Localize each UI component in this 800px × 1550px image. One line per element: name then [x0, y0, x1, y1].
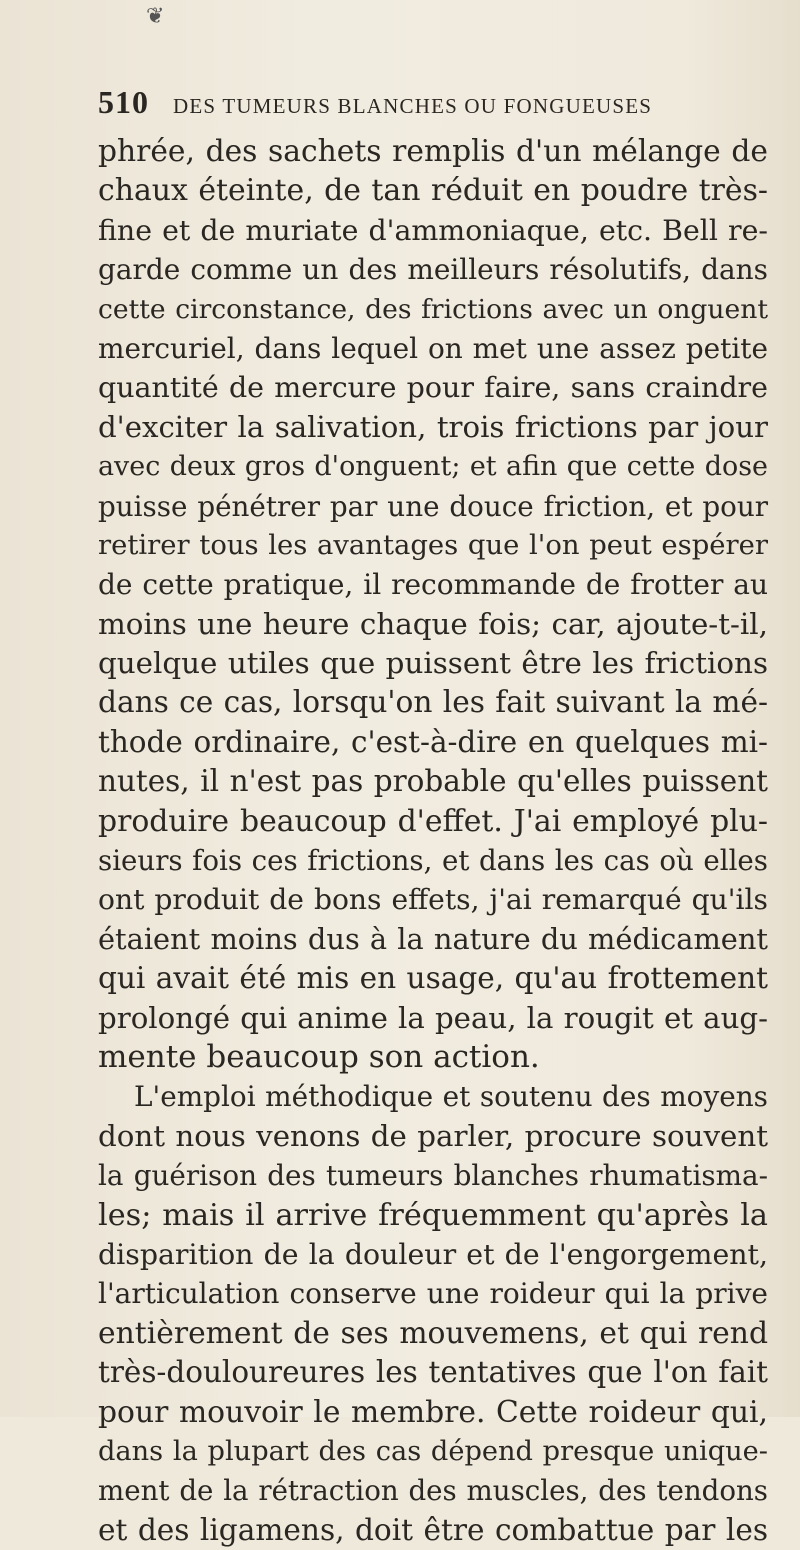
text-line: puisse pénétrer par une douce friction, et pour [98, 489, 768, 523]
text-line: pour mouvoir le membre. Cette roideur qui, [98, 1394, 768, 1430]
text-line: produire beaucoup d'effet. J'ai employé plu- [98, 803, 768, 839]
text-line: L'emploi méthodique et soutenu des moyens [134, 1080, 768, 1114]
text-line: chaux éteinte, de tan réduit en poudre très- [98, 173, 768, 209]
text-line: cette circonstance, des frictions avec un onguent [98, 293, 768, 325]
page-header [98, 84, 738, 121]
text-line: avec deux gros d'onguent; et afin que cette dose [98, 451, 768, 483]
text-line: très-douloureures les tentatives que l'on fait [98, 1355, 768, 1390]
text-line: ment de la rétraction des muscles, des tendons [98, 1474, 768, 1508]
text-line: ont produit de bons effets, j'ai remarqué qu'ils [98, 883, 768, 917]
text-line: retirer tous les avantages que l'on peut espérer [98, 529, 768, 561]
text-line: thode ordinaire, c'est-à-dire en quelques mi- [98, 724, 768, 759]
text-line: les; mais il arrive fréquemment qu'après la [98, 1197, 768, 1233]
page-number: 510 [98, 84, 149, 120]
text-line: dont nous venons de parler, procure souvent [98, 1118, 768, 1153]
text-line: d'exciter la salivation, trois frictions par jour [98, 409, 768, 444]
text-line: et des ligamens, doit être combattue par les [98, 1512, 768, 1547]
text-line: la guérison des tumeurs blanches rhumatisma- [98, 1159, 768, 1193]
ornament-icon: ❦ [146, 4, 165, 29]
running-title: DES TUMEURS BLANCHES OU FONGUEUSES [173, 94, 653, 118]
body-text [98, 132, 768, 1550]
text-line: quelque utiles que puissent être les frictions [98, 646, 768, 681]
text-line: dans ce cas, lorsqu'on les fait suivant la mé- [98, 685, 768, 720]
text-line: entièrement de ses mouvemens, et qui rend [98, 1315, 768, 1351]
text-line: nutes, il n'est pas probable qu'elles puissent [98, 764, 768, 799]
text-line: disparition de la douleur et de l'engorgement, [98, 1237, 768, 1271]
text-line: étaient moins dus à la nature du médicament [98, 921, 768, 956]
text-line: dans la plupart des cas dépend presque unique- [98, 1435, 768, 1467]
text-line: l'articulation conserve une roideur qui la prive [98, 1277, 768, 1311]
text-line: prolongé qui anime la peau, la rougit et aug- [98, 1000, 768, 1035]
text-line: mercuriel, dans lequel on met une assez petite [98, 331, 768, 365]
text-line: de cette pratique, il recommande de frotter au [98, 568, 768, 602]
text-line: qui avait été mis en usage, qu'au frottement [98, 961, 768, 996]
text-line: quantité de mercure pour faire, sans craindre [98, 371, 768, 405]
text-line: moins une heure chaque fois; car, ajoute-t-il, [98, 606, 768, 641]
text-line: garde comme un des meilleurs résolutifs, dans [98, 253, 768, 287]
text-line: sieurs fois ces frictions, et dans les cas où elles [98, 844, 768, 878]
text-line: phrée, des sachets remplis d'un mélange de [98, 134, 768, 169]
text-line: fine et de muriate d'ammoniaque, etc. Bell re- [98, 213, 768, 247]
text-line: mente beaucoup son action. [98, 1038, 540, 1075]
